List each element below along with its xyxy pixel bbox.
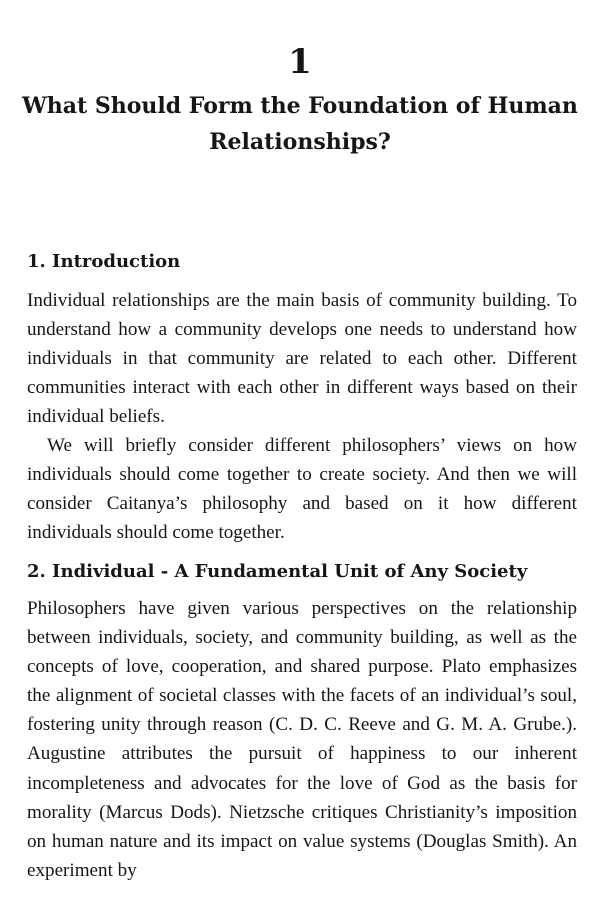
- paragraph: We will briefly consider different philosophers’ views on how individuals should come together to create society. And then we will consider Caitanya’s philosophy and based on it how different individuals should come together.: [27, 435, 577, 544]
- chapter-number: 1: [288, 42, 312, 82]
- paragraph: Individual relationships are the main basis of community building. To understand how a community develops one needs to understand how individuals in that community are related to each other. Different communities interact with each other in different ways based on their individual beliefs.: [27, 290, 577, 428]
- section-heading-individual: 2. Individual - A Fundamental Unit of Any Society: [27, 561, 528, 582]
- section-heading-introduction: 1. Introduction: [27, 251, 181, 272]
- chapter-title: What Should Form the Foundation of Human Relationships?: [22, 93, 578, 155]
- paragraph: Philosophers have given various perspectives on the relationship between individuals, society, and community building, as well as the concepts of love, cooperation, and shared purpose. Plato emphasizes the alignment of societal classes with the facets of an individual’s soul, fostering unity through reason (C. D. C. Reeve and G. M. A. Grube.). Augustine attributes the pursuit of happiness to our inherent incompleteness and advocates for the love of God as the basis for morality (Marcus Dods). Nietzsche critiques Christianity’s imposition on human nature and its impact on value systems (Douglas Smith). An experiment by: [27, 598, 577, 881]
